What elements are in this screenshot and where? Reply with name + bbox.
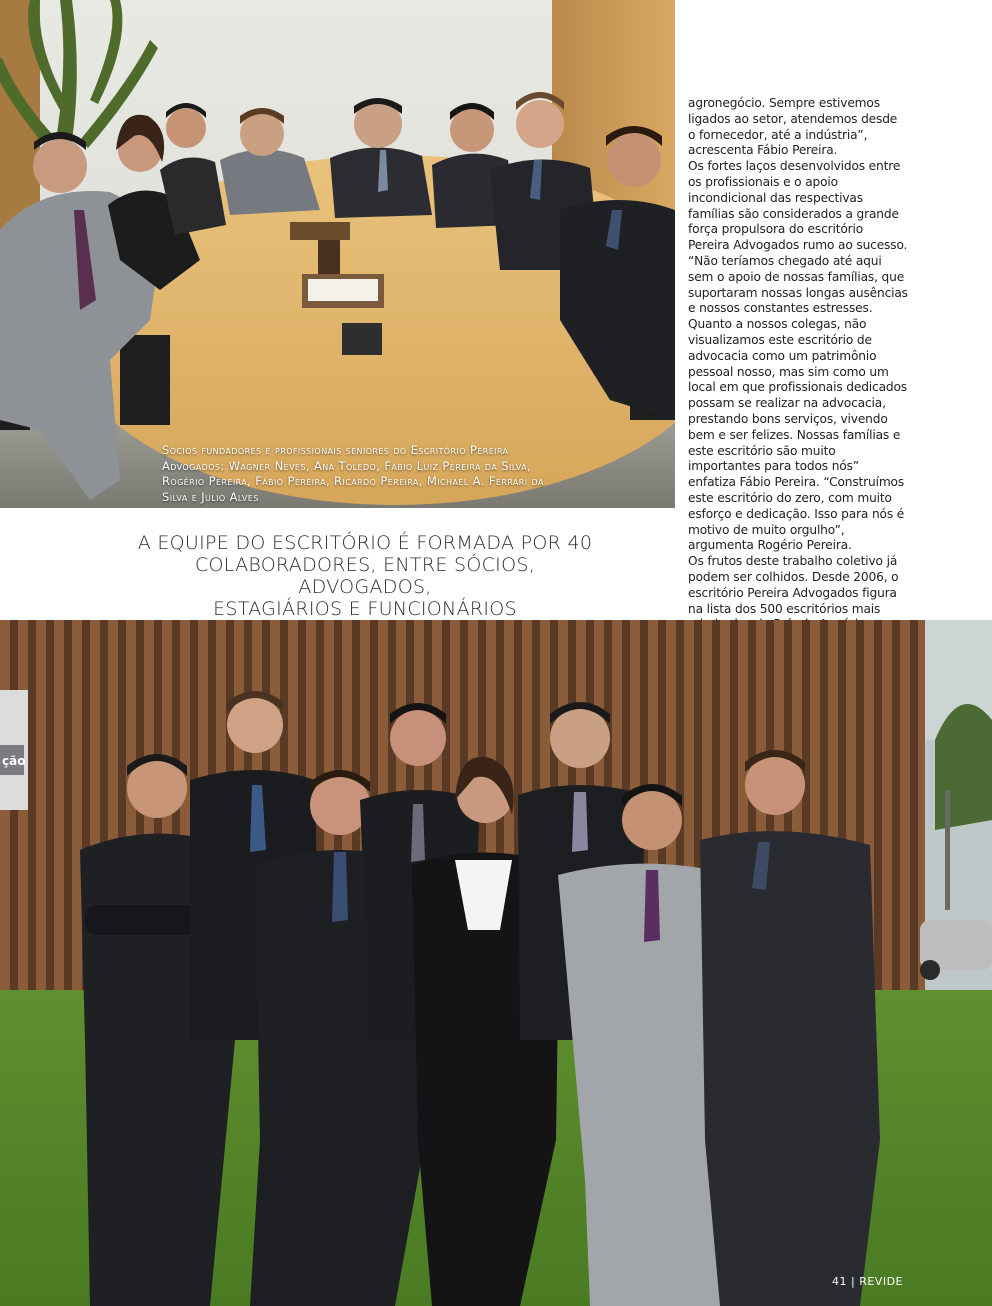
article-paragraph: agronegócio. Sempre estivemos ligados ao setor, atendemos desde o fornecedor, até a indústria”, acrescenta Fábio Pereira. bbox=[688, 96, 898, 158]
photo-team-outdoors bbox=[0, 620, 992, 1306]
pull-quote-line: ESTAGIÁRIOS E FUNCIONÁRIOS bbox=[213, 598, 517, 620]
photo-conference-room bbox=[0, 0, 675, 508]
sign-text: ção bbox=[2, 754, 26, 768]
article-paragraph: Os fortes laços desenvolvidos entre os profissionais e o apoio incondicional das respectivas famílias são considerados a grande força propulsora do escritório Pereira Advogados rumo ao sucesso. “Não teríamos chegado até aqui sem o apoio de nossas famílias, que suportaram nossas longas ausências e nossos constantes estresses. Quanto a nossos colegas, não visualizamos este escritório de advocacia como um patrimônio pessoal nosso, mas sim como um local em que profissionais dedicados possam se realizar na advocacia, prestando bons serviços, vivendo bem e ser felizes. Nossas famílias e este escritório são muito importantes para todos nós” enfatiza Fábio Pereira. “Construímos este escritório do zero, com muito esforço e dedicação. Isso para nós é motivo de muito orgulho”, argumenta Rogério Pereira. bbox=[688, 159, 908, 553]
article-paragraph: Os frutos deste trabalho coletivo já podem ser colhidos. Desde 2006, o escritório Pereira Advogados figura na lista dos 500 escritórios mais bbox=[688, 554, 899, 616]
folio-separator: | bbox=[851, 1275, 856, 1288]
article-body bbox=[688, 96, 908, 696]
page-number: 41 bbox=[832, 1275, 847, 1288]
pull-quote-line: COLABORADORES, ENTRE SÓCIOS, ADVOGADOS, bbox=[194, 554, 536, 598]
page-folio bbox=[832, 1275, 903, 1288]
conference-room-illustration bbox=[0, 0, 675, 508]
team-outdoors-illustration bbox=[0, 620, 992, 1306]
photo-caption: Sócios fundadores e profissionais seniores do Escritório Pereira Advogados: Wagner Neves, Ana Toledo, Fábio Luiz Pereira da Silva, Rogério Pereira, Fábio Pereira, Ricardo Pereira, Michael A. Ferrari da Silva e Júlio Alves bbox=[162, 443, 544, 504]
pull-quote-line: A EQUIPE DO ESCRITÓRIO É FORMADA POR 40 bbox=[137, 532, 593, 554]
magazine-name: REVIDE bbox=[859, 1275, 904, 1288]
